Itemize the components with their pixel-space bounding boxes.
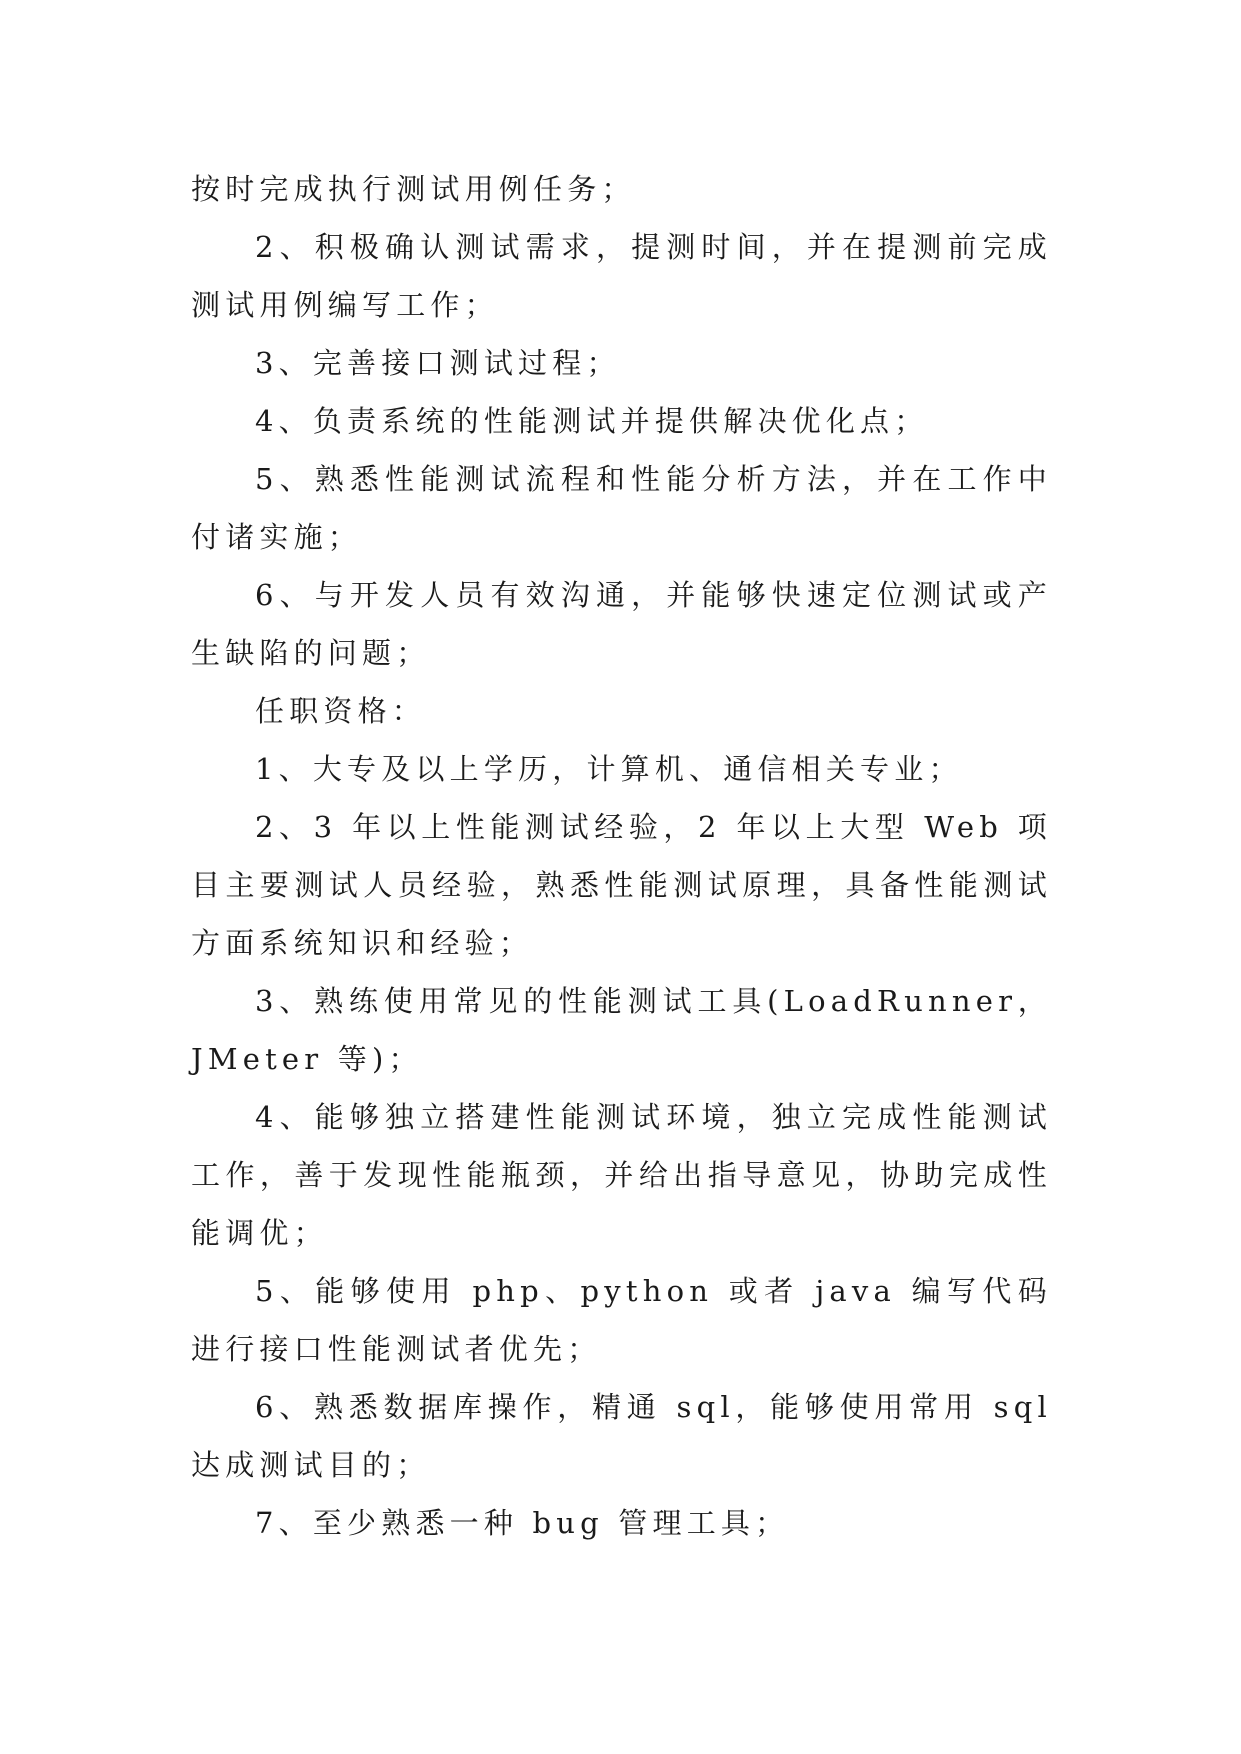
document-body: [191, 160, 1052, 1552]
qualification-item-6: 6、熟悉数据库操作，精通 sql，能够使用常用 sql 达成测试目的；: [191, 1390, 1052, 1482]
qualification-item-2: 2、3 年以上性能测试经验，2 年以上大型 Web 项目主要测试人员经验，熟悉性能测试原理，具备性能测试方面系统知识和经验；: [191, 810, 1052, 960]
duty-item-3: 3、完善接口测试过程；: [255, 346, 621, 380]
qualifications-heading: 任职资格：: [255, 694, 427, 728]
qualification-item-3: 3、熟练使用常见的性能测试工具(LoadRunner，JMeter 等)；: [191, 984, 1052, 1076]
qualification-item-4: 4、能够独立搭建性能测试环境，独立完成性能测试工作，善于发现性能瓶颈，并给出指导意见，协助完成性能调优；: [191, 1100, 1052, 1250]
qualification-item-1: 1、大专及以上学历，计算机、通信相关专业；: [255, 752, 963, 786]
duty-item-6: 6、与开发人员有效沟通，并能够快速定位测试或产生缺陷的问题；: [191, 578, 1052, 670]
duty-item-2: 2、积极确认测试需求，提测时间，并在提测前完成测试用例编写工作；: [191, 230, 1052, 322]
qualification-item-5: 5、能够使用 php、python 或者 java 编写代码进行接口性能测试者优先；: [191, 1274, 1052, 1366]
paragraph-continuation: 按时完成执行测试用例任务；: [191, 172, 636, 206]
qualification-item-7: 7、至少熟悉一种 bug 管理工具；: [255, 1506, 790, 1540]
duty-item-5: 5、熟悉性能测试流程和性能分析方法，并在工作中付诸实施；: [191, 462, 1052, 554]
duty-item-4: 4、负责系统的性能测试并提供解决优化点；: [255, 404, 929, 438]
